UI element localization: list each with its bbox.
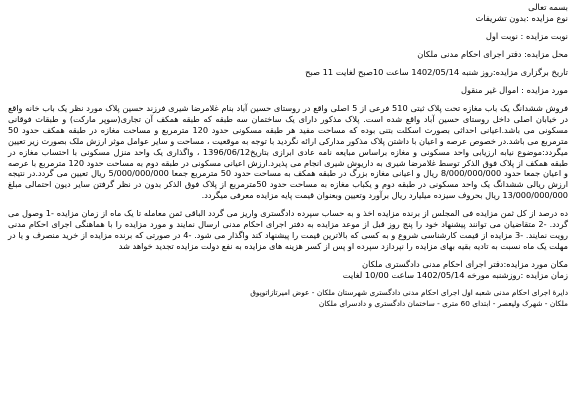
auction-time: زمان مزایده :روزشنبه مورخه 1402/05/14 ساعت 10/00 لغایت [342, 269, 568, 280]
auction-conditions: ده درصد از کل ثمن مزایده فی المجلس از برنده مزایده اخذ و به حساب سپرده دادگستری واریز می گردد الباقی ثمن معامله تا یک ماه از زمان مزایده -1 وصول می گردد. -2 متقاضیان می توانند پیشنهاد خود را پنج روز قبل از موعد مزایده به دفتر اجرای احکام مدنی ارسال نمایند و مورد مزایده را با هماهنگی اجرای احکام مدنی رویت نمایند. -3 مزایده از قیمت کارشناسی شروع و به کسی که بالاترین قیمت را پیشنهاد کند واگذار می شود. -4 در صورتی که برنده مزایده از خرید منصرف و یا در مهلت یک ماه نسبت به تادیه بقیه بهای مزایده را نپردازد سپرده او پس از کسر هزینه های مزایده به نفع دولت مزایده تجدید خواهد شد [8, 208, 569, 251]
spacer [8, 201, 568, 208]
spacer [8, 78, 568, 85]
footer-address: ملکان - شهرک ولیعصر - ابتدای 60 متری - ساختمان دادگستری و دادسرای ملکان [318, 298, 568, 308]
auction-round: نوبت مزایده : نوبت اول [485, 31, 568, 41]
auction-location: محل مزایده: دفتر اجرای احکام مدنی ملکان [417, 49, 568, 59]
auction-type: نوع مزایده :بدون تشریفات [475, 13, 568, 23]
spacer [8, 252, 568, 259]
bismillah-heading: بسمه تعالی [528, 2, 568, 12]
notice-footer [8, 287, 568, 309]
spacer [8, 42, 568, 49]
spacer [8, 96, 568, 103]
auction-date-time: تاریخ برگزاری مزایده:روز شنبه 1402/05/14 ساعت 10صبح لغایت 11 صبح [305, 67, 568, 77]
auction-subject: مورد مزایده : اموال غیر منقول [460, 85, 568, 95]
spacer [8, 24, 568, 31]
auction-place: مکان مورد مزایده:دفتر اجرای احکام مدنی دادگستری ملکان [362, 258, 568, 269]
property-description: فروش ششدانگ یک باب مغازه تحت پلاک ثبتی 510 فرعی از 5 اصلی واقع در روستای حسین آباد بنام غلامرضا شیری فرزند حسین پلاک مورد نظر یک باب خانه واقع در خیابان اصلی داخل روستای حسین آباد واقع شده است. پلاک مذکور دارای یک ساختمان سه طبقه که طبقه همکف آن تجاری(سوپر مارکت) و طبقات فوقانی مسکونی می باشد.اعیانی احداثی بصورت اسکلت بتنی بوده که مساحت مفید هر طبقه مسکونی حدود 120 مترمربع و مساحت مغازه در طبقه همکف حدود 50 مترمربع می باشد.در خصوص عرصه و اعیان با داشتن پلاک مذکور مدارکی ارائه نگردید با توجه به موقعیت ، مساحت و سایر عوامل موثر ارزش ملک بصورت زیر تعیین میگردد:موضوع نیابه ارزیابی واحد مسکونی و مغازه براساس مبایعه نامه عادی ابرازی بتاریخ1396/06/12 ، واگذاری یک واحد منزل مسکونی با احتساب مغازه در طبقه همکف از پلاک فوق الذکر توسط غلامرضا شیری به داریوش شیری انجام می پذیرد.ارزش اعیانی مسکونی در طبقه دوم به مساحت حدود 120 مترمربع با عرصه و اعیان جمعا حدود 8/000/000/000 ریال و اعیانی مغازه بزرگ در طبقه همکف به مساحت حدود 50 مترمربع جمعا 5/000/000/000 ریال تعیین می گردد.در نتیجه ارزش ریالی ششدانگ یک واحد مسکونی در طبقه دوم و یکباب مغازه به مساحت حدود 50مترمربع از پلاک فوق الذکر بدون در نظر گرفتن سایر دیون احتمالی مبلغ 13/000/000/000 ریال بحروف سیزده میلیارد ریال برآورد وتعیین وبعنوان قیمت پایه مزایده معرفی میگردد. [8, 103, 569, 201]
footer-office: دایرۀ اجرای احکام مدنی شعبه اول اجرای احکام مدنی دادگستری شهرستان ملکان - عوض امیرتازاتوپوق [250, 287, 568, 297]
spacer [8, 60, 568, 67]
